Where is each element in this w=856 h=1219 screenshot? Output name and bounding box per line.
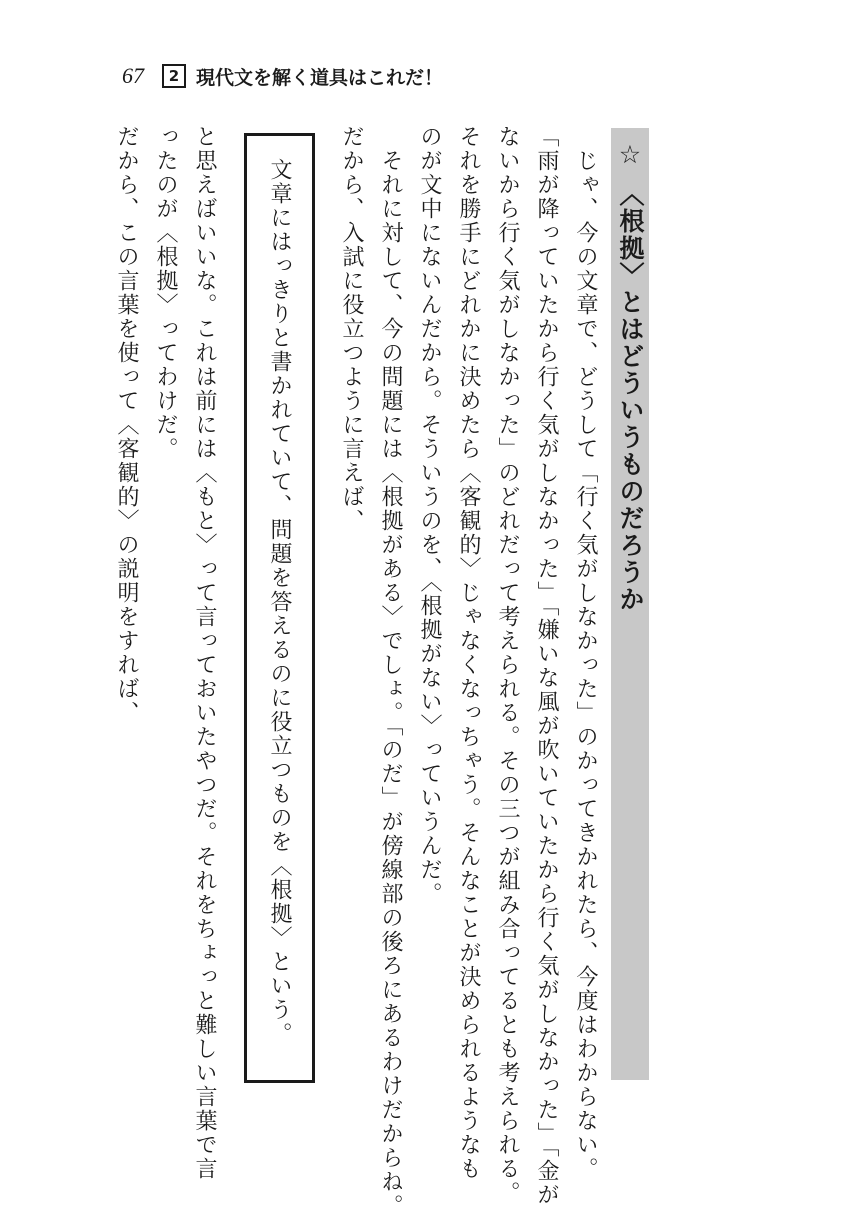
body-line: ったのが〈根拠〉ってわけだ。 [153, 125, 178, 461]
body-line: のが文中にないんだから。そういうのを、〈根拠がない〉っていうんだ。 [417, 125, 442, 906]
body-line: じゃ、今の文章で、どうして「行く気がしなかった」のかってきかれたら、今度はわからない。 [573, 149, 598, 1181]
running-head [122, 62, 443, 90]
star-icon: ☆ [615, 140, 645, 171]
body-line: 「雨が降っていたから行く気がしなかった」「嫌いな風が吹いていたから行く気がしなかった」「金が [534, 125, 559, 1207]
chapter-title: 現代文を解く道具はこれだ！ [196, 66, 444, 89]
definition-text: 文章にはっきりと書かれていて、問題を答えるのに役立つものを〈根拠〉という。 [267, 158, 292, 1046]
body-line: それに対して、今の問題には〈根拠がある〉でしょ。「のだ」が傍線部の後ろにあるわけだからね。 [378, 149, 403, 1218]
body-line: だから、この言葉を使って〈客観的〉の説明をすれば、 [114, 125, 139, 725]
body-line: それを勝手にどれかに決めたら〈客観的〉じゃなくなっちゃう。そんなことが決められるようなも [456, 125, 481, 1181]
section-heading [611, 140, 649, 613]
body-line: だから、入試に役立つように言えば、 [339, 125, 364, 533]
section-heading-title: 〈根拠〉とはどういうものだろうか [616, 181, 645, 613]
page-number: 67 [122, 63, 144, 88]
body-line: と思えばいいな。これは前には〈もと〉って言っておいたやつだ。それをちょっと難しい言葉で言 [192, 125, 217, 1181]
chapter-number-badge: 2 [162, 64, 186, 88]
body-line: ないから行く気がしなかった」のどれだって考えられる。その三つが組み合ってるとも考えられる。 [495, 125, 520, 1205]
